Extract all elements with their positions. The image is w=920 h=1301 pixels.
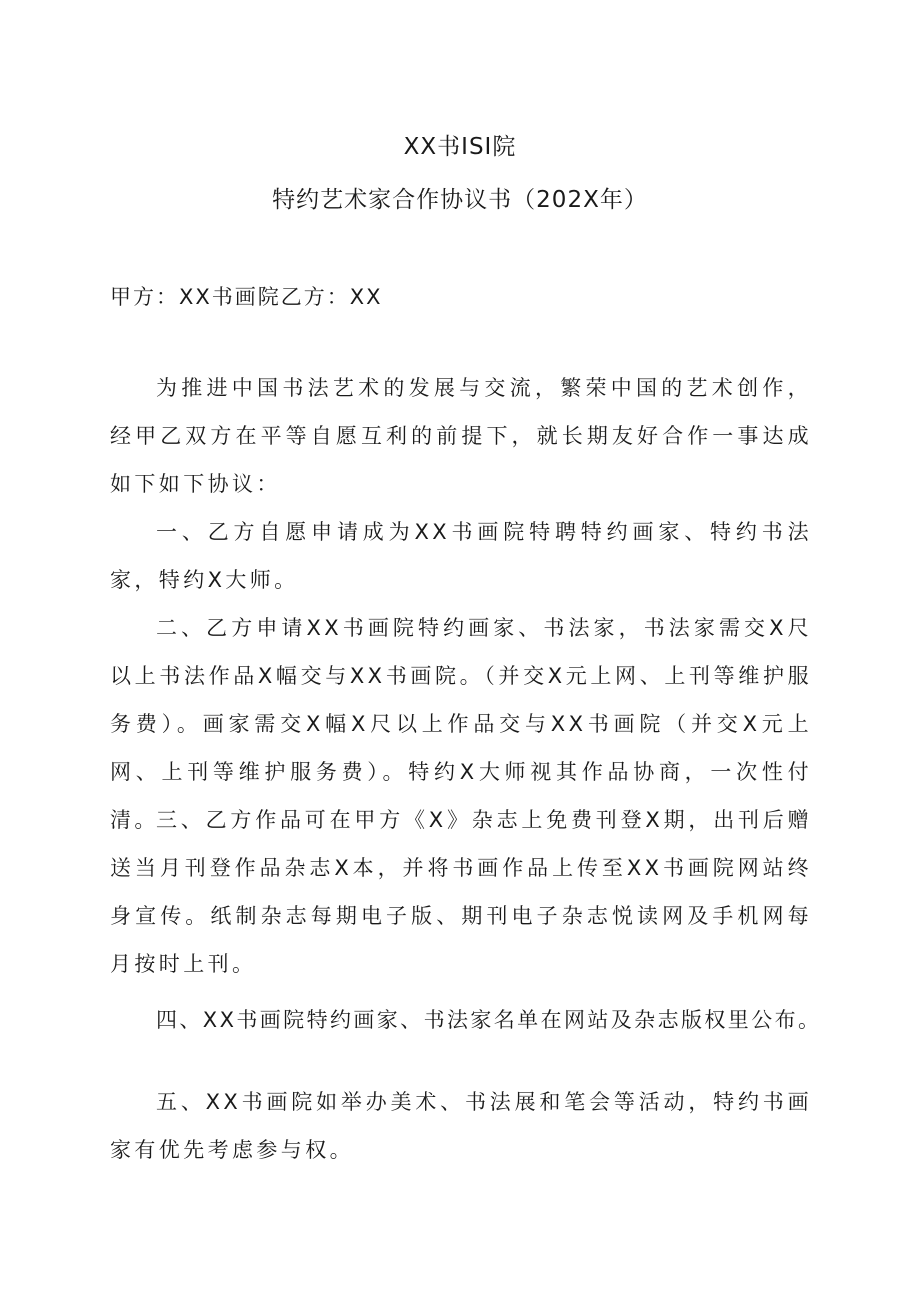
clause-4: 四、XX书画院特约画家、书法家名单在网站及杂志版权里公布。 <box>156 1008 822 1032</box>
clause-2: 二、乙方申请XX书画院特约画家、书法家，书法家需交X尺以上书法作品X幅交与XX书画院。（并交X元上网、上刊等维护服务费）。画家需交X幅X尺以上作品交与XX书画院（并交X元上网、上刊等维护服务费）。特约X大师视其作品协商，一次性付清。 <box>110 616 812 832</box>
clause-5: 五、XX书画院如举办美术、书法展和笔会等活动，特约书画家有优先考虑参与权。 <box>110 1090 812 1162</box>
clause-1: 一、乙方自愿申请成为XX书画院特聘特约画家、特约书法家，特约X大师。 <box>110 520 812 592</box>
parties-line: 甲方：XX书画院乙方：XX <box>110 285 383 309</box>
document-title-line2: 特约艺术家合作协议书（202X年） <box>272 187 648 213</box>
document-title-line1: XX书ISI院 <box>403 134 517 160</box>
intro-paragraph: 为推进中国书法艺术的发展与交流，繁荣中国的艺术创作，经甲乙双方在平等自愿互利的前提下，就长期友好合作一事达成如下如下协议： <box>110 376 812 496</box>
clause-3: 三、乙方作品可在甲方《X》杂志上免费刊登X期，出刊后赠送当月刊登作品杂志X本，并将书画作品上传至XX书画院网站终身宣传。纸制杂志每期电子版、期刊电子杂志悦读网及手机网每月按时上刊。 <box>110 808 812 976</box>
